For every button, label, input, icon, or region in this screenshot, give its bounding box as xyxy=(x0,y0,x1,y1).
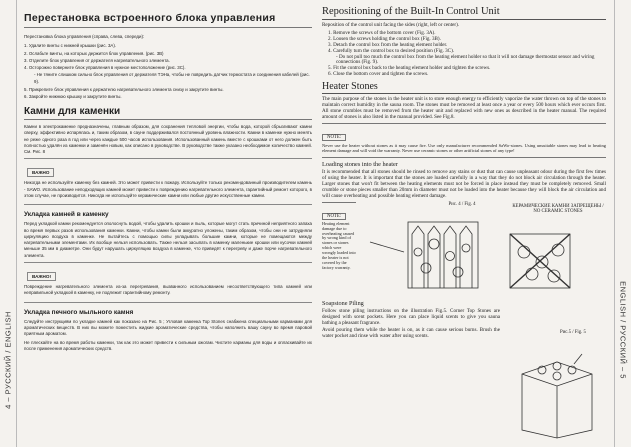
corner-heater-illustration xyxy=(512,344,602,440)
en-note-1-label: NOTE: xyxy=(322,134,346,141)
ceramic-stone xyxy=(526,268,538,280)
ru-soapstone-text: Следуйте инструкциям по укладке камней как показано на Рис. 5 ; Угловая каменка Top Stones снабжена специальными карманами для ароматических веществ. В них вы можете поместить жидкие ароматические средства, чтобы наполнить вашу сауну во время паровой приятным ароматом. xyxy=(24,318,312,337)
ru-stacking-title: Укладка камней в каменку xyxy=(24,211,109,219)
right-language-tab-text: ENGLISH / РУССКИЙ – 5 xyxy=(618,281,628,379)
ru-note-1 xyxy=(24,158,312,205)
correct-stacking-diagram xyxy=(370,222,478,288)
right-language-tab xyxy=(614,0,631,447)
en-note-2-label: NOTE: xyxy=(322,213,346,220)
stone xyxy=(462,244,470,252)
ru-step-warning: - Не тяните слишком сильно блок управления от держателя ТЭНа, чтобы не повредить датчик термостата и соединения кабелей (рис. 9). xyxy=(34,72,310,85)
en-soapstone-title: Soapstone Piling xyxy=(322,299,364,307)
heater-body-correct xyxy=(408,222,478,288)
ru-soapstone-text-2: Не плескайте на во время работы каменки, так как это может привести к сильным ожогам. Чистите карманы для воды и опласкивайте их после применения ароматических средств. xyxy=(24,339,312,351)
ru-step: 2. Ослабьте винты, на которых держится блок управления. (рис. 3B) xyxy=(24,50,164,56)
ceramic-stone xyxy=(518,246,530,258)
en-step: 5. Fit the control box back to the heating element holder and tighten the screws. xyxy=(328,65,491,72)
en-step: 6. Close the bottom cover and tighten the screws. xyxy=(328,71,429,78)
ru-step: 1. Удалите винты с нижней крышки (рис. 3A). xyxy=(24,43,117,49)
en-loading-title: Loading stones into the heater xyxy=(322,161,398,169)
leader-line xyxy=(370,242,404,252)
stone xyxy=(421,263,431,273)
stone xyxy=(414,248,422,256)
ru-steps xyxy=(24,42,312,100)
en-note-2 xyxy=(322,202,356,273)
en-stones-text: The main purpose of the stones in the heater unit is to store enough energy to efficiently vaporize the water thrown on top of the stones to maintain correct humidity in the sauna room. The stones must be removed at least once a year or every 500 hours which ever occurs first. All stone crumbles must be removed from the heater unit and replaced with new ones as described in the heater manual. The required amount of stones is also listed in the manual provided. See Fig.8. xyxy=(322,96,606,120)
top-stone xyxy=(553,372,561,380)
fig4-label: Рис. 4 / Fig. 4 xyxy=(448,201,476,207)
ru-stones-text: Камни в электрокаменке предназначены, главным образом, для сохранения тепловой энергии, чтобы вода, которой сбрызгивают камни сверху, эффективно испарялась и, таким образом, в сауне поддерживался постоянный уровень влажности. Камни в каменке нужно менять не реже одного раза в год или через каждые 500 часов использования. Использованный камень вместе с крошками от него должен быть полностью удалён из каменки и заменён новым, как описано в руководстве. В руководстве также указано необходимое количество камней. См. Рис. 8 xyxy=(24,123,312,155)
left-language-tab xyxy=(0,0,17,447)
no-ceramic-stones-diagram xyxy=(510,234,570,288)
stones-illustration xyxy=(360,212,580,296)
leader-line xyxy=(574,354,582,364)
ru-stones-title: Камни для каменки xyxy=(24,106,312,120)
stone xyxy=(429,239,439,249)
en-step: 2. Loosen the screws holding the control box (Fig. 3B). xyxy=(328,35,441,42)
en-soapstone-text: Follow stone piling instructions on the illustration Fig.5. Corner Top Stones are designed with scent pockets. Here you can place liquid scents to give you sauna bathing a pleasant fragrance. xyxy=(322,307,500,326)
en-step-warning: - Do not pull too much the control box from the heating element holder so that it will not damage thermostat sensor and wiring connections (Fig. 9). xyxy=(336,53,595,66)
ru-intro: Перестановка блока управления (справа, слева, спереди): xyxy=(24,34,145,39)
ceramic-stone xyxy=(552,244,564,256)
ru-note-1-text: Никогда не используйте каменку без камней. Это может привести к пожару. Используйте только рекомендованный производителем камень - SAWO. Использование неподходящих камней может привести к повреждению нагревательного элемента, гарантийный ремонт которого, в этом случае, не производится. Никогда не используйте керамические камни или любые другие искусственные камни. xyxy=(24,180,312,198)
ru-note-2-label: ВАЖНО! xyxy=(27,272,56,281)
heater-edges xyxy=(522,374,592,438)
figure-row xyxy=(322,202,606,298)
ceramic-stone xyxy=(548,270,560,282)
corner-heater-drawing xyxy=(522,354,592,438)
stone xyxy=(446,251,455,260)
english-column xyxy=(322,4,606,442)
fig5-label: Рис.5 / Fig. 5 xyxy=(560,330,586,335)
prohibited-cross-icon xyxy=(510,234,570,288)
stone xyxy=(453,267,463,277)
en-loading-text: It is recommended that all stones should be rinsed to remove any stains or dust that can cause unpleasant odour during the first few times of using the heater. It is important that the stones are loaded carefully in a way that they do not block air circulation through the heater. Larger stones that won't fit between the heating elements must not be forced in place instead they must be completely removed. Small crumble or stone pieces smaller than 20mm in diameter must not be loaded into the heater because they will block the air circulation and will cause overheating and possible heating element damage. xyxy=(322,169,606,199)
en-stones-title: Heater Stones xyxy=(322,81,606,94)
ru-stacking-text: Перед укладкой камни рекомендуется ополоснуть водой, чтобы удалить крошки и пыль, которые могут стать причиной неприятного запаха во время первых разов использования каменки. Камни, чтобы камни были аккуратно уложены, таким образом, чтобы они не затрудняли циркуляцию воздуха в каменке. Не пытайтесь с помощью силы укладывать большие камни, которые не помещаются между нагревательными элементами. Их вообще нельзя использовать. Также нельзя засыпать в каменку маленькие крошки или кусочки камней меньше 35 мм в диаметре. Они будут нарушать циркуляцию воздуха в каменке, что приведёт к перегреву и даже порче нагревательного элемента. xyxy=(24,221,312,258)
russian-column xyxy=(24,4,312,442)
en-steps xyxy=(328,31,606,78)
no-ceramic-label: КЕРАМИЧЕСКИЕ КАМНИ ЗАПРЕЩЕНЫ / NO CERAMIC STONES xyxy=(512,203,604,215)
ru-step: 3. Отделите блок управления от держателя нагревательного элемента. xyxy=(24,57,170,63)
ru-note-1-label: ВАЖНО xyxy=(27,168,54,177)
en-note-1-text: Never use the heater without stones as it may cause fire. Use only manufacturer recommended SaWo-stones. Using unsuitable stones may lead to heating element damage and will void the warranty. Never use ceramic stones or other artificial stones of any type! xyxy=(322,142,606,153)
top-stone xyxy=(553,362,561,370)
en-step: 1. Remove the screws of the bottom cover (Fig. 3A). xyxy=(328,29,436,36)
ru-note-2 xyxy=(24,262,312,303)
ru-title: Перестановка встроенного блока управления xyxy=(24,12,312,28)
en-step: 3. Detach the control box from the heating element holder. xyxy=(328,41,448,48)
ru-soapstone-title: Укладка печного мыльного камня xyxy=(24,308,134,316)
en-soapstone-text-2: Avoid pouring them while the heater is on, as it can cause serious burns. Brush the water pocket and rinse with water after using scents. xyxy=(322,327,500,340)
en-step: 4. Carefully turn the control box to desired position (Fig. 3C). xyxy=(328,47,455,54)
en-soapstone-section xyxy=(322,300,500,341)
ru-step: 4. Осторожно поверните блок управления в нужное местоположение (рис. 3C). xyxy=(24,64,186,70)
en-note-2-text: Heating element damage due to overheating caused by wrong kind of stones or stones which were wrongly loaded into the heater is not covered by the factory warranty. xyxy=(322,220,356,270)
ru-note-2-text: Повреждение нагревательного элемента из-за перегревания, вызванного использованием несоответствующего типа камней или неправильной укладкой в каменку, не подлежит гарантийному ремонту. xyxy=(24,284,312,296)
left-language-tab-text: 4 – РУССКИЙ / ENGLISH xyxy=(3,311,13,409)
ru-step: 6. Закройте нижнюю крышку и закрутите винты. xyxy=(24,93,122,99)
en-intro: Reposition of the control unit facing the sides (right, left or center). xyxy=(322,22,460,28)
en-title: Repositioning of the Built-In Control Unit xyxy=(322,6,606,20)
en-note-1 xyxy=(322,123,606,158)
ru-step: 5. Прикрепите блок управления к держателю нагревательного элемента снизу и закрутите винты. xyxy=(24,86,224,92)
heating-elements-correct xyxy=(412,226,472,288)
